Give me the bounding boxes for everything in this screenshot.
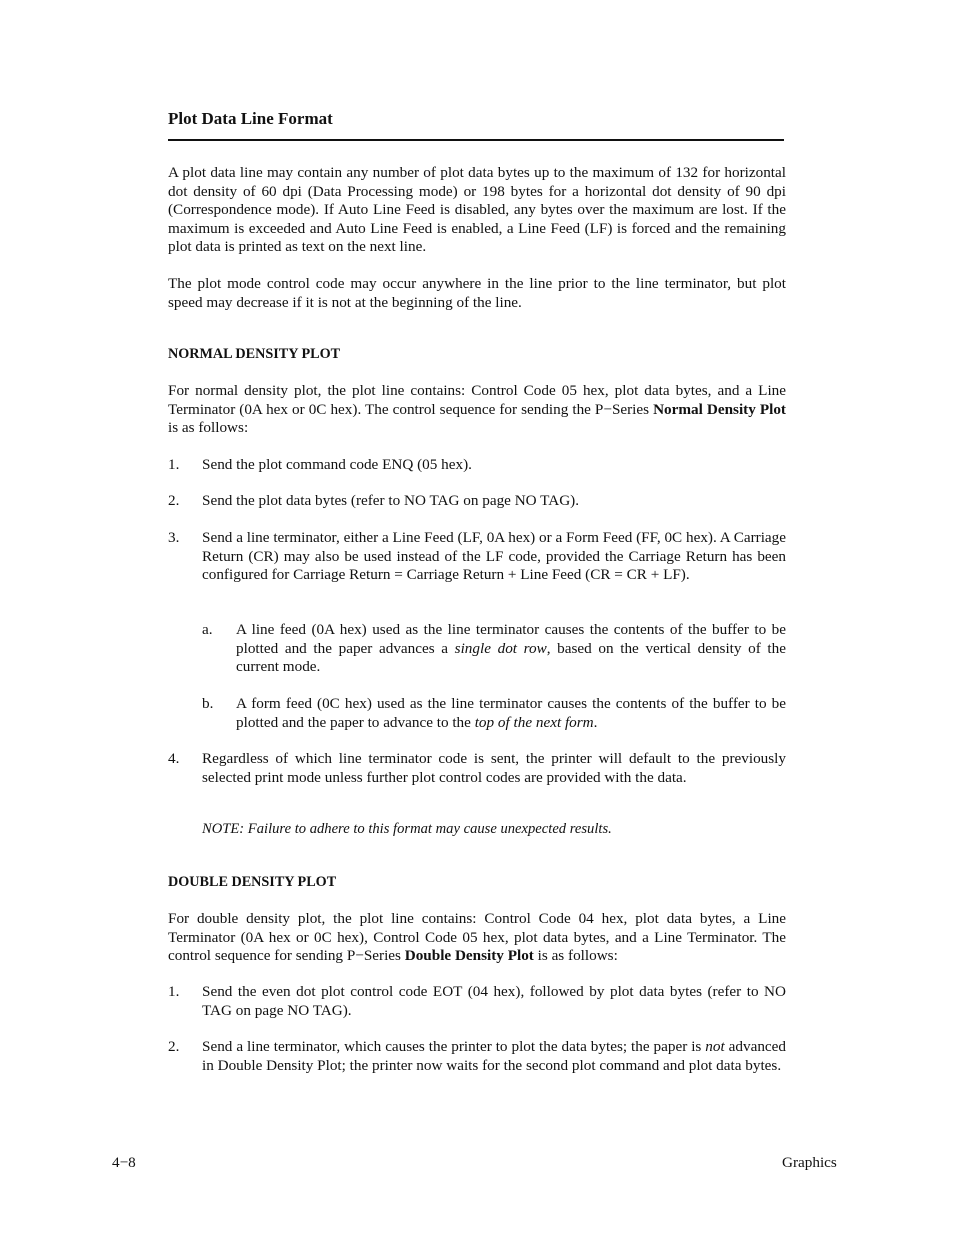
sublist-text: A form feed (0C hex) used as the line terminator causes the contents of the buffer to be plotted and the paper to advance to the (236, 695, 786, 731)
list-item: Regardless of which line terminator code is sent, the printer will default to the previously selected print mode unless further plot control codes are provided with the data. (202, 750, 786, 786)
list-item: Send the plot data bytes (refer to NO TAG on page NO TAG). (202, 492, 580, 509)
list-item-text: Send a line terminator, which causes the printer to plot the data bytes; the paper is (202, 1038, 706, 1055)
normal-density-paragraph (168, 382, 786, 438)
double-density-heading: DOUBLE DENSITY PLOT (168, 874, 337, 890)
list-number: 3. (168, 529, 180, 546)
list-number: 1. (168, 456, 180, 473)
footer-chapter: Graphics (782, 1154, 837, 1171)
normal-density-text-c: is as follows: (168, 419, 249, 437)
list-number: 2. (168, 492, 180, 509)
footer-page-number: 4−8 (112, 1154, 136, 1171)
list-item: Send the even dot plot control code EOT (04 hex), followed by plot data bytes (refer to NO TAG on page NO TAG). (202, 983, 786, 1019)
intro-paragraph-2: The plot mode control code may occur anywhere in the line prior to the line terminator, but plot speed may decrease if it is not at the beginning of the line. (168, 275, 786, 311)
list-number: 2. (168, 1038, 180, 1055)
sublist-emphasis: top of the next form (474, 713, 594, 731)
intro-paragraph-1: A plot data line may contain any number of plot data bytes up to the maximum of 132 for horizontal dot density of 60 dpi (Data Processing mode) or 198 bytes for a horizontal dot density of 90 dpi (Correspondence mode). If Auto Line Feed is disabled, any bytes over the maximum are lost. If the maximum is exceeded and Auto Line Feed is enabled, a Line Feed (LF) is forced and the remaining plot data is printed as text on the next line. (168, 164, 786, 256)
sublist-emphasis: single dot row (454, 639, 547, 657)
list-item-emphasis: not (705, 1038, 725, 1055)
sublist-text: . (593, 713, 598, 731)
sublist-letter: a. (202, 621, 213, 638)
list-item (202, 1038, 786, 1075)
double-density-term: Double Density Plot (404, 947, 534, 965)
title-rule (168, 139, 784, 141)
normal-density-heading: NORMAL DENSITY PLOT (168, 346, 341, 362)
normal-density-text-a: For normal density plot, the plot line contains: Control Code 05 hex, plot data bytes, and a Line Terminator (0A hex or 0C hex). The control sequence for sending the P−Series (168, 382, 786, 418)
note-text: NOTE: Failure to adhere to this format may cause unexpected results. (202, 821, 612, 837)
double-density-text-a: For double density plot, the plot line contains: Control Code 04 hex, plot data bytes, a Line Terminator (0A hex or 0C hex), Control Code 05 hex, plot data bytes, and a Line Terminator. The control sequence for sending P−Series (168, 910, 786, 965)
sublist-letter: b. (202, 695, 214, 712)
list-number: 1. (168, 983, 180, 1000)
section-title: Plot Data Line Format (168, 109, 333, 128)
normal-density-term: Normal Density Plot (653, 400, 786, 418)
sublist-item (236, 695, 786, 732)
list-item: Send the plot command code ENQ (05 hex). (202, 456, 472, 473)
double-density-text-c: is as follows: (533, 947, 618, 965)
sublist-text: A line feed (0A hex) used as the line terminator causes the contents of the buffer to be plotted and the paper advances a (236, 621, 786, 657)
list-item-text: advanced in Double Density Plot; the printer now waits for the second plot command and plot data bytes. (202, 1038, 786, 1074)
list-item: Send a line terminator, either a Line Feed (LF, 0A hex) or a Form Feed (FF, 0C hex). A Carriage Return (CR) may also be used instead of the LF code, provided the Carriage Return has been configured for Carriage Return = Carriage Return + Line Feed (CR = CR + LF). (202, 529, 786, 584)
list-number: 4. (168, 750, 180, 767)
double-density-paragraph (168, 910, 786, 966)
sublist-item (236, 621, 786, 677)
sublist-text: , based on the vertical density of the current mode. (236, 639, 786, 676)
